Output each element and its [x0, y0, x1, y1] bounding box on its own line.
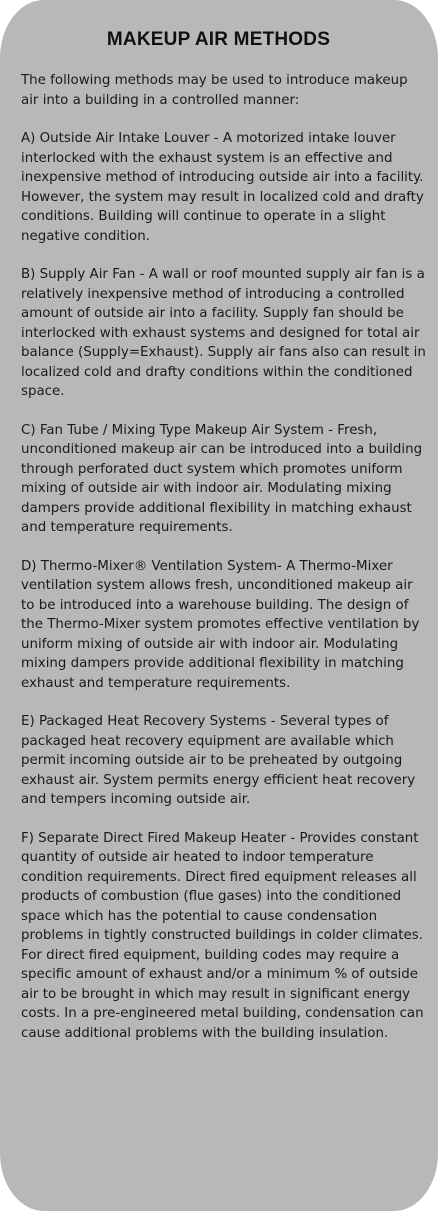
method-direct-fired-makeup-heater: F) Separate Direct Fired Makeup Heater - Provides constant quantity of outside air heated to indoor temperature condition requirements. Direct fired equipment releases all products of combustion (flue gases) into the conditioned space which has the potential to cause condensation problems in tightly constructed buildings in colder climates. For direct fired equipment, building codes may require a specific amount of exhaust and/or a minimum % of outside air to be brought in which may result in significant energy costs. In a pre-engineered metal building, condensation can cause additional problems with the building insulation.	[21, 830, 424, 1041]
intro-paragraph: The following methods may be used to introduce makeup air into a building in a controlled manner:	[21, 73, 408, 108]
method-packaged-heat-recovery: E) Packaged Heat Recovery Systems - Several types of packaged heat recovery equipment are available which permit incoming outside air to be preheated by outgoing exhaust air. System permits energy efficient heat recovery and tempers incoming outside air.	[21, 714, 416, 807]
method-outside-air-intake-louver: A) Outside Air Intake Louver - A motorized intake louver interlocked with the exhaust system is an effective and inexpensive method of introducing outside air into a facility. However, the system may result in localized cold and drafty conditions. Building will continue to operate in a slight negative condition.	[21, 131, 424, 244]
method-fan-tube-mixing-system: C) Fan Tube / Mixing Type Makeup Air System - Fresh, unconditioned makeup air can be introduced into a building through perforated duct system which promotes uniform mixing of outside air with indoor air. Modulating mixing dampers provide additional flexibility in matching exhaust and temperature requirements.	[21, 422, 423, 535]
method-thermo-mixer-ventilation: D) Thermo-Mixer® Ventilation System- A Thermo-Mixer ventilation system allows fresh, unconditioned makeup air to be introduced into a warehouse building. The design of the Thermo-Mixer system promotes effective ventilation by uniform mixing of outside air with indoor air. Modulating mixing dampers provide additional flexibility in matching exhaust and temperature requirements.	[21, 558, 420, 691]
method-supply-air-fan: B) Supply Air Fan - A wall or roof mounted supply air fan is a relatively inexpensive method of introducing a controlled amount of outside air into a facility. Supply fan should be interlocked with exhaust systems and designed for total air balance (Supply=Exhaust). Supply air fans also can result in localized cold and drafty conditions within the conditioned space.	[21, 267, 426, 399]
panel-title: MAKEUP AIR METHODS	[106, 29, 331, 50]
